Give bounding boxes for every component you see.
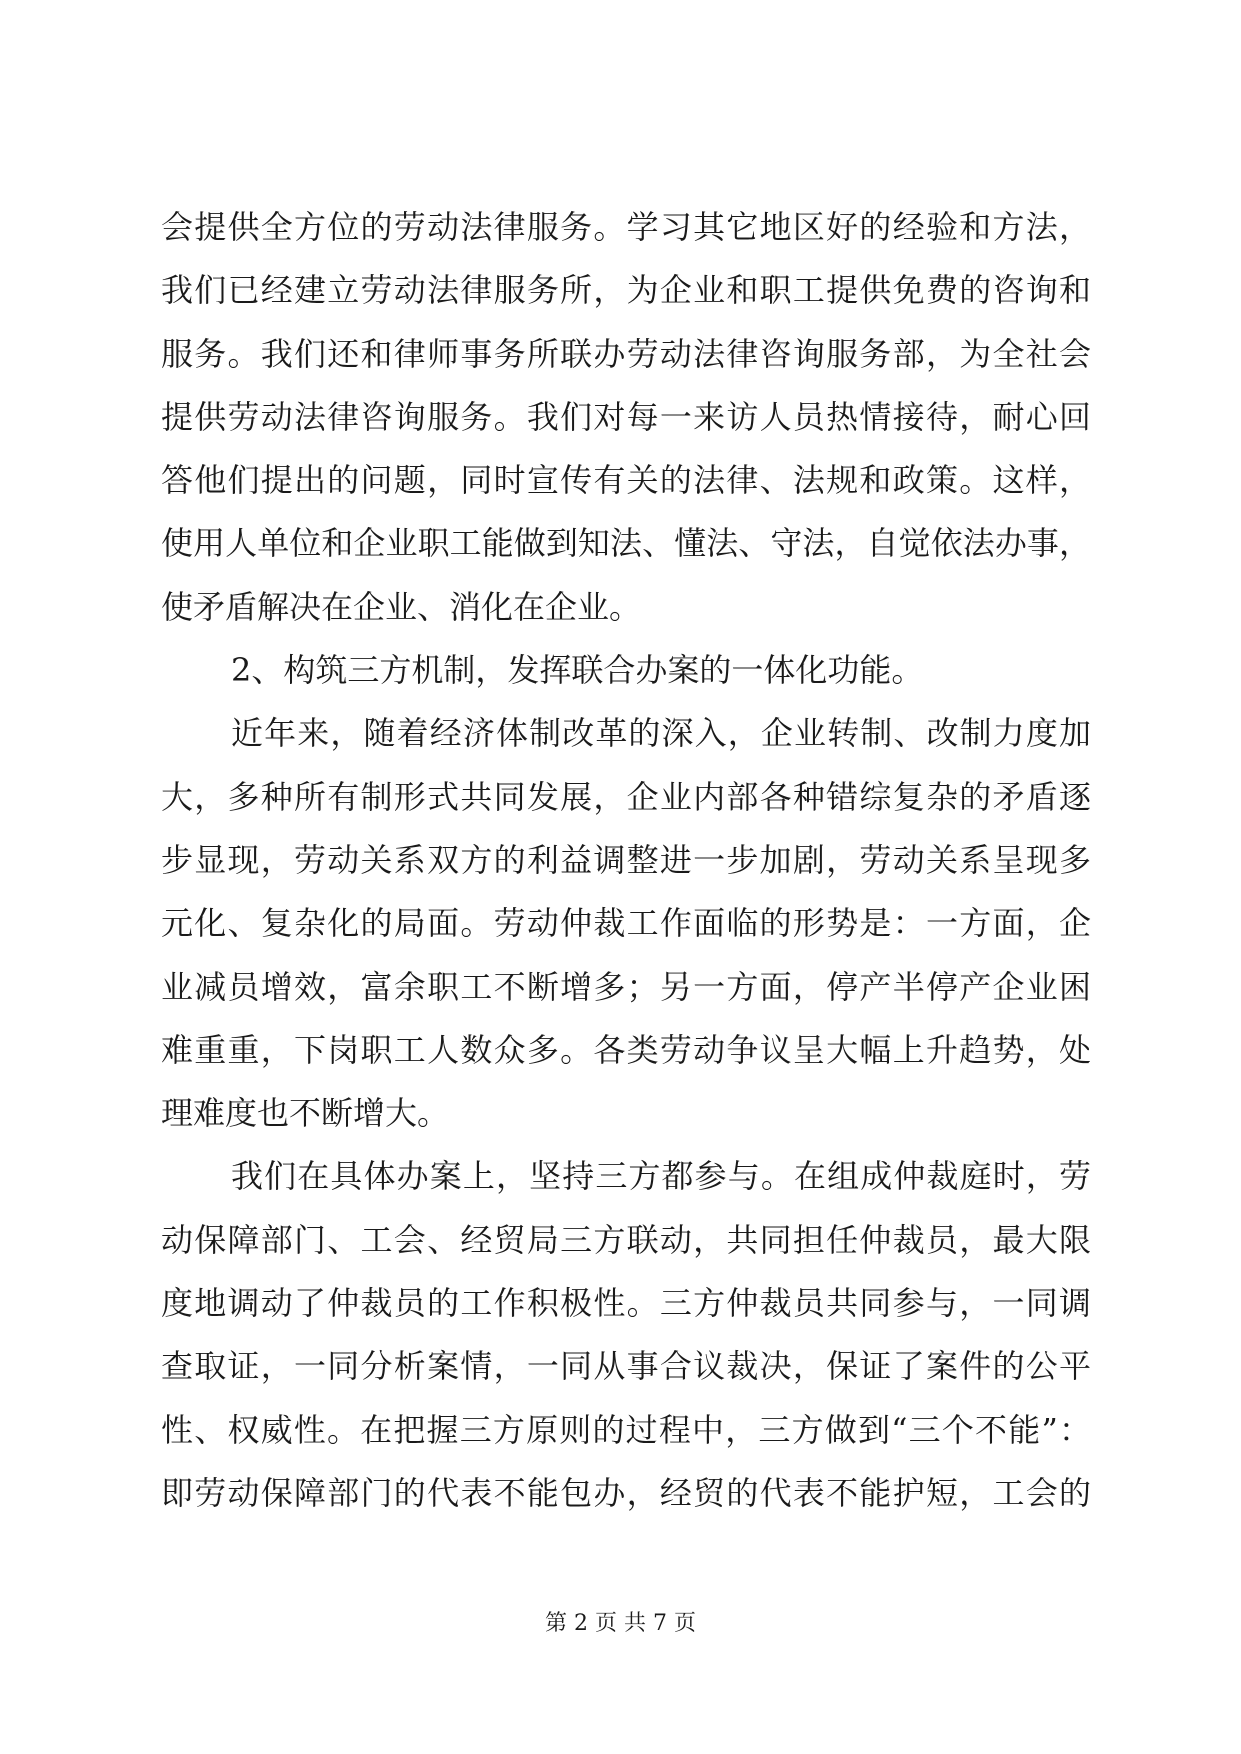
text-line: 近年来，随着经济体制改革的深入，企业转制、改制力度加	[231, 714, 1091, 753]
text-line: 动保障部门、工会、经贸局三方联动，共同担任仲裁员，最大限	[161, 1220, 1091, 1259]
text-line: 度地调动了仲裁员的工作积极性。三方仲裁员共同参与，一同调	[161, 1284, 1091, 1323]
text-line: 使矛盾解决在企业、消化在企业。	[161, 587, 642, 626]
text-line: 查取证，一同分析案情，一同从事合议裁决，保证了案件的公平	[161, 1347, 1091, 1386]
text-line: 会提供全方位的劳动法律服务。学习其它地区好的经验和方法，	[161, 208, 1091, 246]
text-line: 2、构筑三方机制，发挥联合办案的一体化功能。	[231, 651, 924, 690]
page-number-footer: 第 2 页 共 7 页	[545, 1611, 696, 1636]
text-line: 大，多种所有制形式共同发展，企业内部各种错综复杂的矛盾逐	[161, 777, 1091, 816]
text-line: 即劳动保障部门的代表不能包办，经贸的代表不能护短，工会的	[161, 1473, 1091, 1512]
text-line: 我们已经建立劳动法律服务所，为企业和职工提供免费的咨询和	[161, 271, 1091, 310]
body-text	[161, 196, 1091, 1525]
text-line: 使用人单位和企业职工能做到知法、懂法、守法，自觉依法办事，	[161, 524, 1091, 563]
text-line: 服务。我们还和律师事务所联办劳动法律咨询服务部，为全社会	[161, 334, 1091, 373]
text-line: 业减员增效，富余职工不断增多；另一方面，停产半停产企业困	[161, 967, 1091, 1006]
text-line: 步显现，劳动关系双方的利益调整进一步加剧，劳动关系呈现多	[161, 840, 1091, 879]
text-line: 性、权威性。在把握三方原则的过程中，三方做到“三个不能”：	[161, 1410, 1091, 1449]
text-line: 难重重，下岗职工人数众多。各类劳动争议呈大幅上升趋势，处	[161, 1030, 1091, 1069]
text-line: 答他们提出的问题，同时宣传有关的法律、法规和政策。这样，	[161, 461, 1091, 500]
text-line: 提供劳动法律咨询服务。我们对每一来访人员热情接待，耐心回	[161, 397, 1091, 436]
text-line: 理难度也不断增大。	[161, 1094, 450, 1133]
text-line: 我们在具体办案上，坚持三方都参与。在组成仲裁庭时，劳	[231, 1157, 1091, 1196]
text-line: 元化、复杂化的局面。劳动仲裁工作面临的形势是：一方面，企	[161, 904, 1091, 943]
